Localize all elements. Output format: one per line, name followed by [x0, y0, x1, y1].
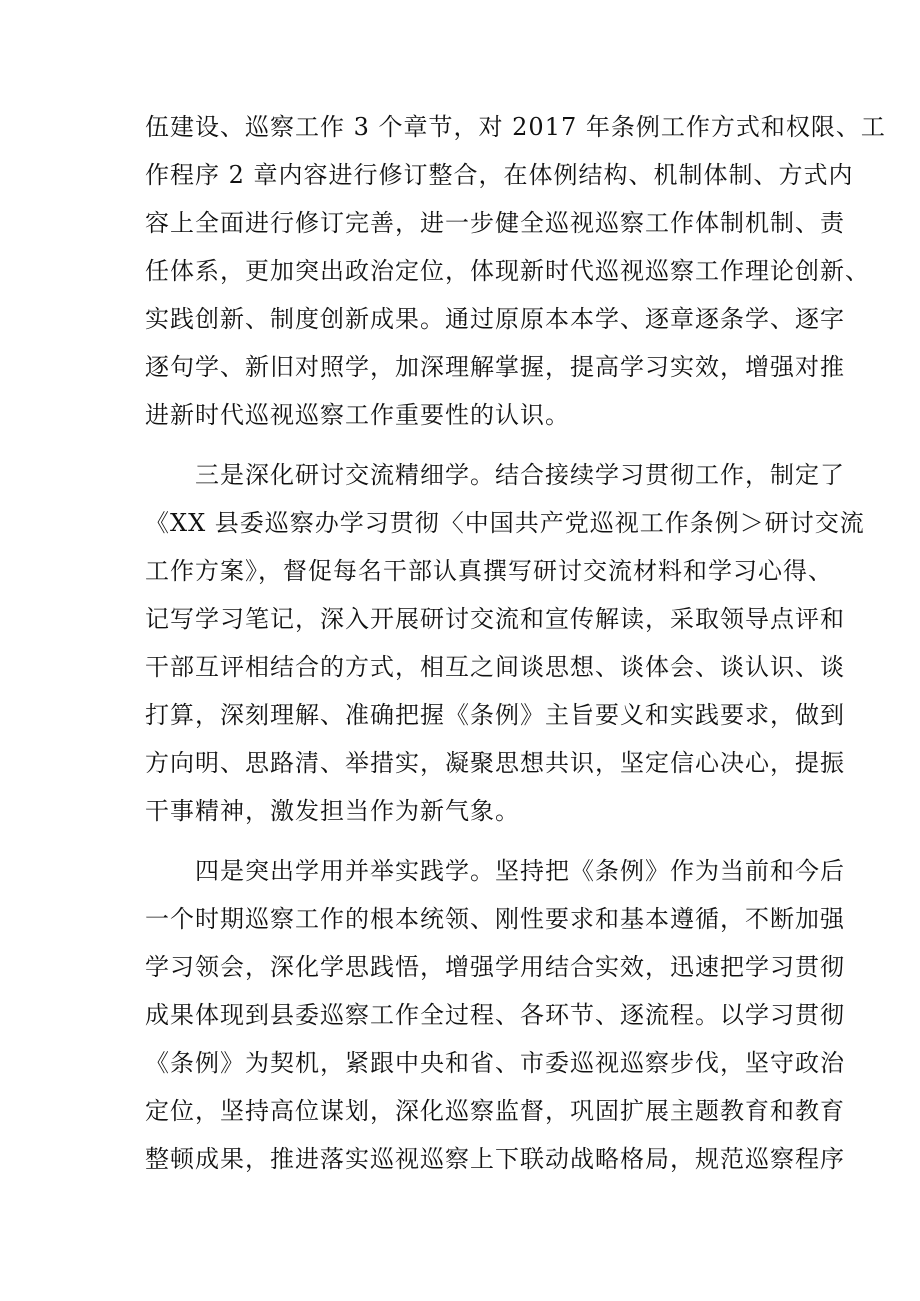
- text-line: 《XX 县委巡察办学习贯彻〈中国共产党巡视工作条例＞研讨交流: [145, 509, 865, 537]
- text-line: 《条例》为契机，紧跟中央和省、市委巡视巡察步伐，坚守政治: [145, 1049, 845, 1077]
- text-line: 定位，坚持高位谋划，深化巡察监督，巩固扩展主题教育和教育: [145, 1097, 845, 1125]
- paragraph: [145, 103, 886, 439]
- text-line: 逐句学、新旧对照学，加深理解掌握，提高学习实效，增强对推: [145, 353, 845, 381]
- text-line: 容上全面进行修订完善，进一步健全巡视巡察工作体制机制、责: [145, 209, 845, 237]
- text-line: 一个时期巡察工作的根本统领、刚性要求和基本遵循，不断加强: [145, 905, 845, 933]
- text-line: 伍建设、巡察工作 3 个章节，对 2017 年条例工作方式和权限、工: [145, 113, 886, 141]
- text-line: 学习领会，深化学思践悟，增强学用结合实效，迅速把学习贯彻: [145, 953, 845, 981]
- text-line: 整顿成果，推进落实巡视巡察上下联动战略格局，规范巡察程序: [145, 1145, 845, 1173]
- text-line: 实践创新、制度创新成果。通过原原本本学、逐章逐条学、逐字: [145, 305, 845, 333]
- text-line: 四是突出学用并举实践学。坚持把《条例》作为当前和今后: [145, 857, 845, 885]
- text-line: 三是深化研讨交流精细学。结合接续学习贯彻工作，制定了: [145, 461, 845, 489]
- text-line: 作程序 2 章内容进行修订整合，在体例结构、机制体制、方式内: [145, 161, 854, 189]
- text-line: 打算，深刻理解、准确把握《条例》主旨要义和实践要求，做到: [145, 701, 845, 729]
- text-line: 进新时代巡视巡察工作重要性的认识。: [145, 401, 570, 429]
- text-line: 成果体现到县委巡察工作全过程、各环节、逐流程。以学习贯彻: [145, 1001, 845, 1029]
- text-line: 方向明、思路清、举措实，凝聚思想共识，坚定信心决心，提振: [145, 749, 845, 777]
- paragraph: [145, 847, 845, 1183]
- text-line: 任体系，更加突出政治定位，体现新时代巡视巡察工作理论创新、: [145, 257, 870, 285]
- paragraph-spacer: [145, 835, 825, 847]
- document-body: [145, 103, 886, 1183]
- paragraph-spacer: [145, 439, 825, 451]
- text-line: 干事精神，激发担当作为新气象。: [145, 797, 520, 825]
- paragraph: [145, 451, 865, 835]
- text-line: 工作方案》，督促每名干部认真撰写研讨交流材料和学习心得、: [145, 557, 833, 585]
- text-line: 记写学习笔记，深入开展研讨交流和宣传解读，采取领导点评和: [145, 605, 845, 633]
- text-line: 干部互评相结合的方式，相互之间谈思想、谈体会、谈认识、谈: [145, 653, 845, 681]
